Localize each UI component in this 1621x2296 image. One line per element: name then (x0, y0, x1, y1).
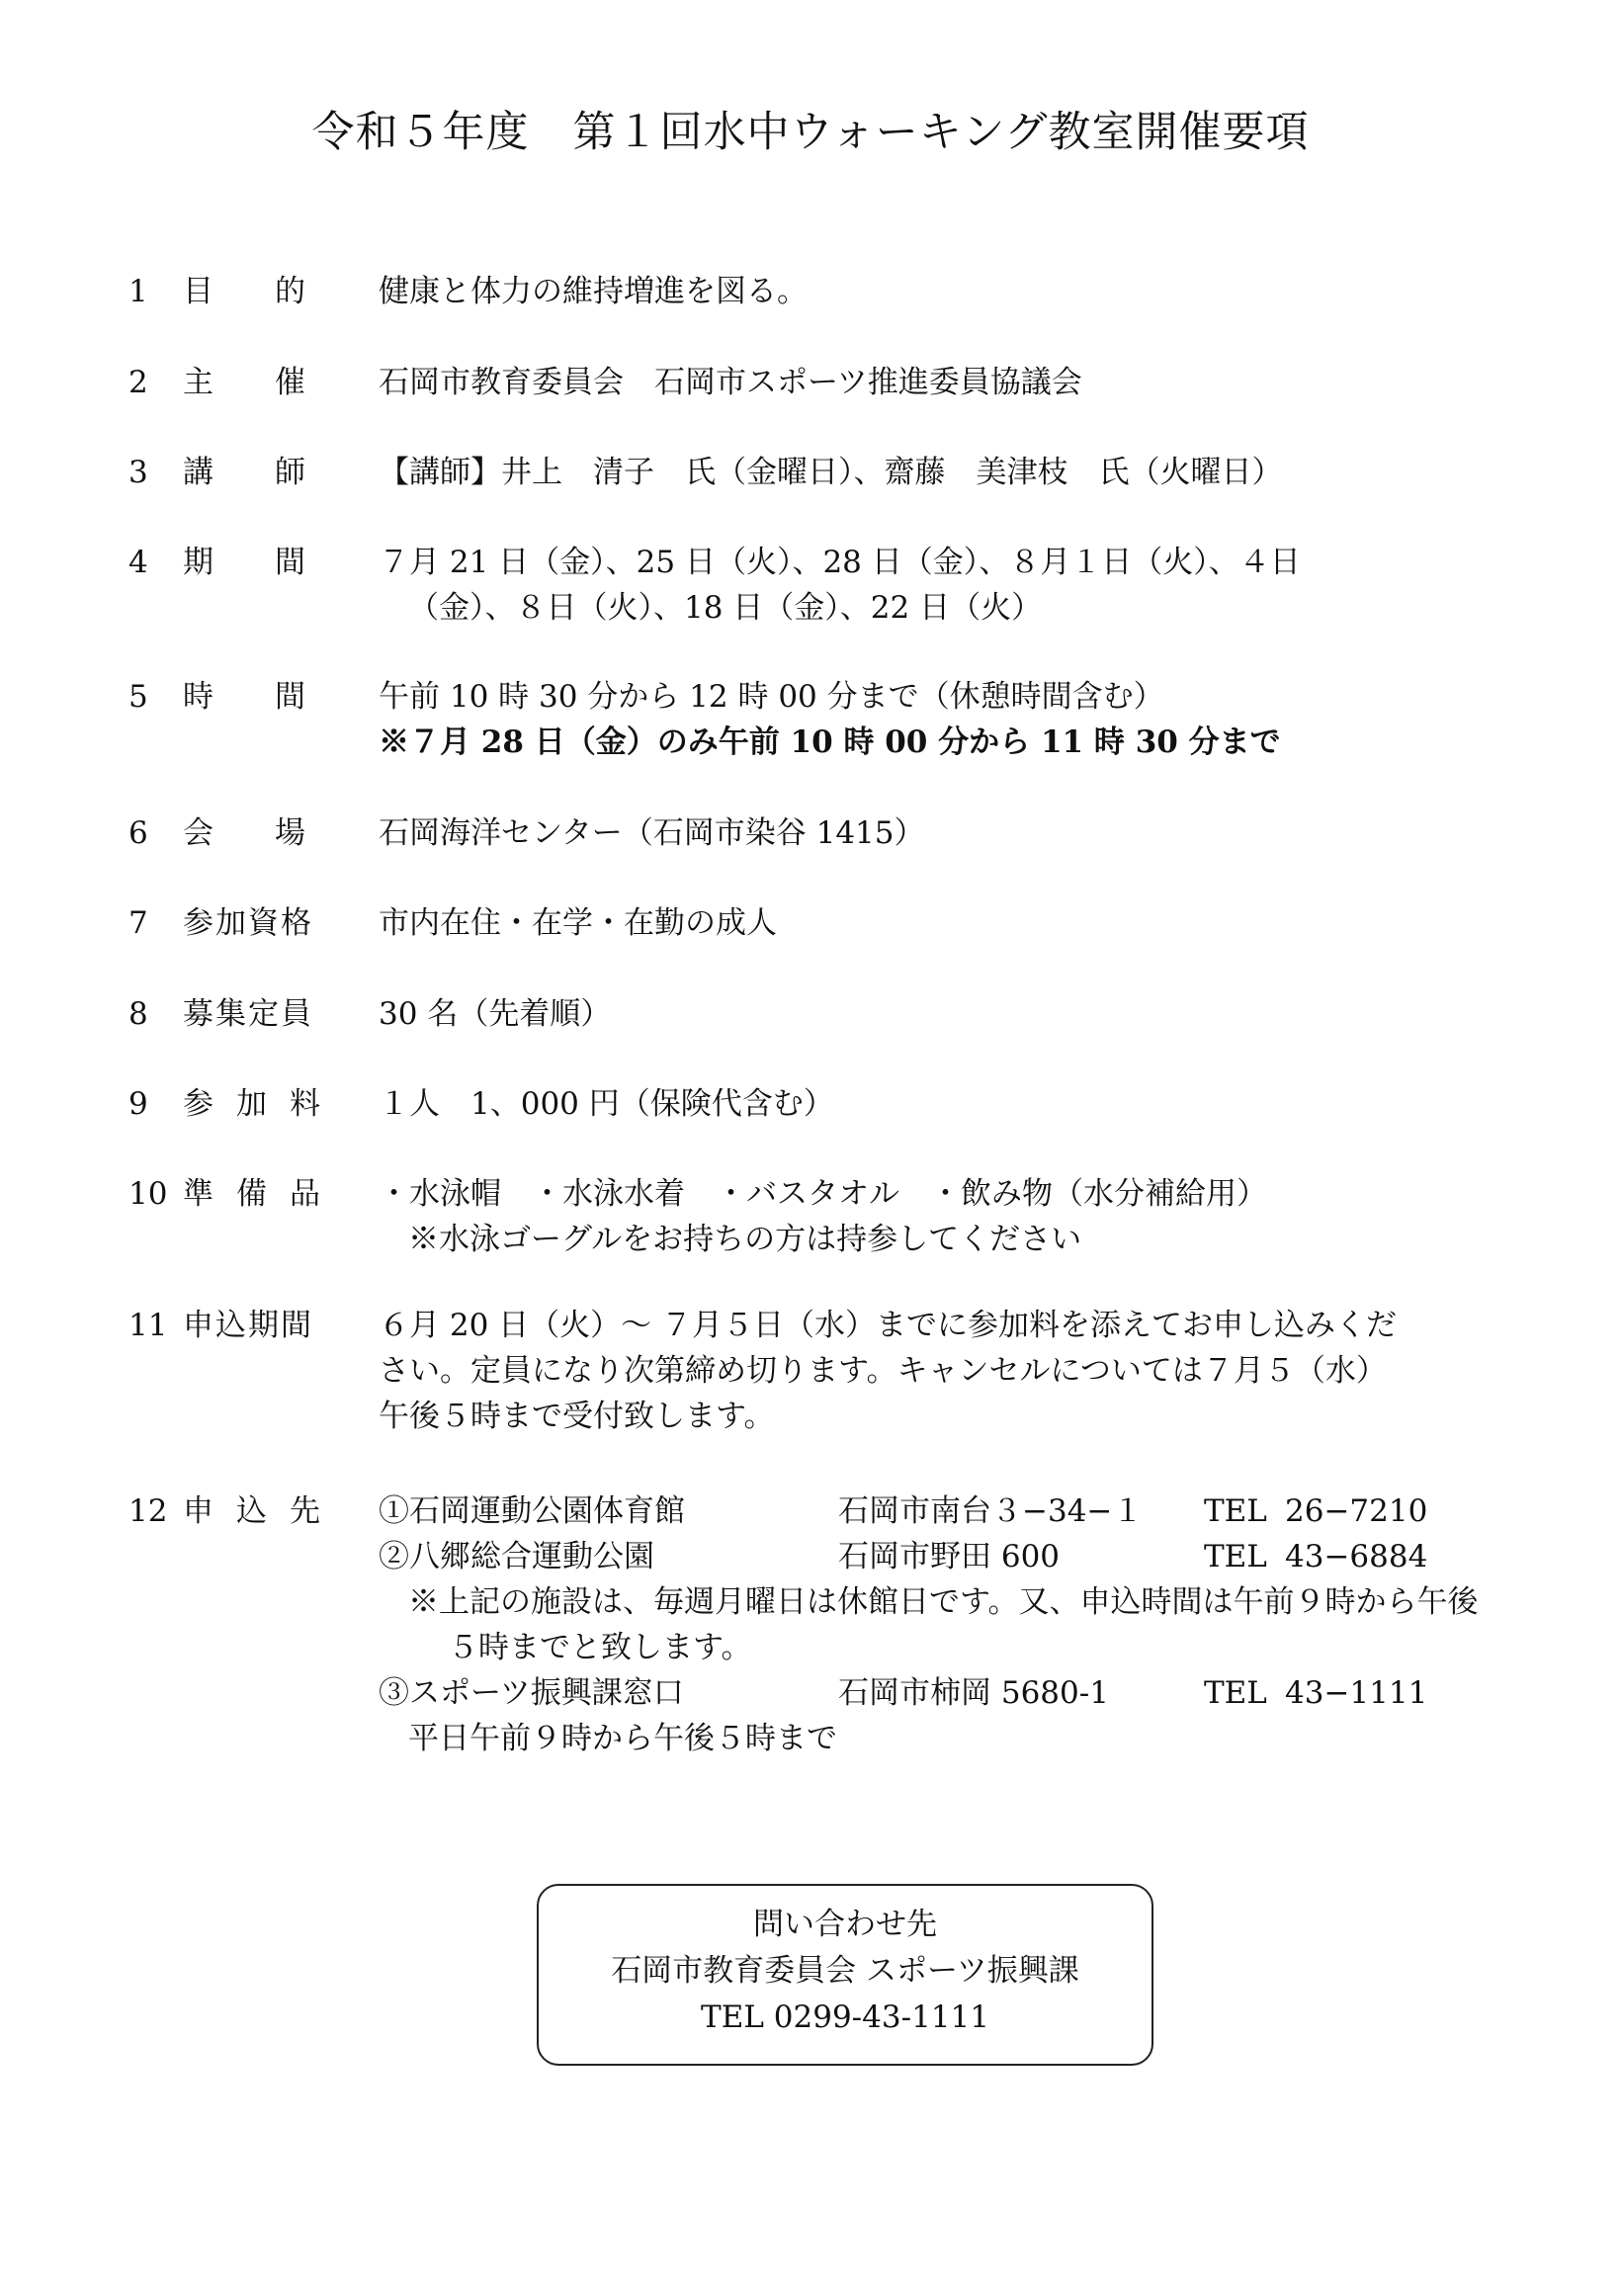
item-label: 募集定員 (183, 996, 313, 1032)
item-text: ６月 20 日（火）～ ７月５日（水）までに参加料を添えてお申し込みくだ (379, 1308, 1398, 1343)
item-label: 申込先 (183, 1493, 343, 1529)
place-address: 石岡市野田 600 (838, 1539, 1061, 1574)
item-text: 30 名（先着順） (379, 996, 612, 1032)
item-note: ※７月 28 日（金）のみ午前 10 時 00 分から 11 時 30 分まで (379, 724, 1281, 760)
item-number: 4 (128, 545, 148, 580)
item-text: 石岡市教育委員会 石岡市スポーツ推進委員協議会 (379, 365, 1082, 400)
item-text: 市内在住・在学・在勤の成人 (379, 905, 777, 941)
place-address: 石岡市柿岡 5680-1 (838, 1675, 1109, 1711)
item-number: 3 (128, 455, 148, 490)
application-note: ※上記の施設は、毎週月曜日は休館日です。又、申込時間は午前９時から午後 (408, 1584, 1479, 1620)
item-number: 1 (128, 274, 148, 309)
place-tel: 43−1111 (1285, 1675, 1428, 1711)
place-tel-label: TEL (1204, 1675, 1267, 1711)
item-note: ※水泳ゴーグルをお持ちの方は持参してください (408, 1222, 1082, 1257)
contact-heading: 問い合わせ先 (753, 1907, 937, 1942)
item-number: 12 (128, 1493, 168, 1529)
place-tel: 26−7210 (1285, 1493, 1428, 1529)
application-hours-note: 平日午前９時から午後５時まで (408, 1721, 837, 1756)
place-address: 石岡市南台３−34−１ (838, 1493, 1144, 1529)
item-label: 申込期間 (183, 1308, 313, 1343)
item-text: 午後５時まで受付致します。 (379, 1399, 775, 1434)
item-text: （金）、８日（火）、18 日（金）、22 日（火） (408, 590, 1043, 626)
document-title: 令和５年度 第１回水中ウォーキング教室開催要項 (311, 108, 1310, 157)
item-label: 時間 (183, 679, 367, 715)
item-label: 会場 (183, 815, 367, 851)
item-number: 10 (128, 1176, 168, 1212)
item-text: 健康と体力の維持増進を図る。 (379, 274, 808, 309)
item-label: 準備品 (183, 1176, 343, 1212)
item-number: 7 (128, 905, 148, 941)
item-text: さい。定員になり次第締め切ります。キャンセルについては７月５（水） (379, 1353, 1387, 1389)
place-name: ③スポーツ振興課窓口 (379, 1675, 684, 1711)
application-place-row (379, 1534, 1604, 1579)
item-label: 講師 (183, 455, 367, 490)
contact-phone: TEL 0299-43-1111 (701, 1999, 989, 2035)
place-tel-label: TEL (1204, 1539, 1267, 1574)
application-note: ５時までと致します。 (448, 1630, 752, 1665)
item-text: ・水泳帽 ・水泳水着 ・バスタオル ・飲み物（水分補給用） (379, 1176, 1267, 1212)
item-label: 参加料 (183, 1086, 343, 1122)
item-number: 11 (128, 1308, 168, 1343)
item-number: 6 (128, 815, 148, 851)
place-name: ②八郷総合運動公園 (379, 1539, 654, 1574)
item-number: 2 (128, 365, 148, 400)
place-tel: 43−6884 (1285, 1539, 1428, 1574)
place-tel-label: TEL (1204, 1493, 1267, 1529)
item-text: ７月 21 日（金）、25 日（火）、28 日（金）、８月１日（火）、４日 (379, 545, 1301, 580)
place-name: ①石岡運動公園体育館 (379, 1493, 685, 1529)
item-text: 【講師】井上 清子 氏（金曜日）、齋藤 美津枝 氏（火曜日） (379, 455, 1283, 490)
item-label: 目的 (183, 274, 367, 309)
item-text: １人 1、000 円（保険代含む） (379, 1086, 834, 1122)
item-number: 8 (128, 996, 148, 1032)
contact-box (537, 1884, 1153, 2066)
item-text: 石岡海洋センター（石岡市染谷 1415） (379, 815, 925, 851)
application-place-row (379, 1488, 1604, 1534)
item-label: 参加資格 (183, 905, 313, 941)
item-number: 9 (128, 1086, 148, 1122)
item-text: 午前 10 時 30 分から 12 時 00 分まで（休憩時間含む） (379, 679, 1164, 715)
contact-organization: 石岡市教育委員会 スポーツ振興課 (611, 1953, 1079, 1989)
item-label: 主催 (183, 365, 367, 400)
item-label: 期間 (183, 545, 367, 580)
application-place-row (379, 1670, 1604, 1716)
item-number: 5 (128, 679, 148, 715)
